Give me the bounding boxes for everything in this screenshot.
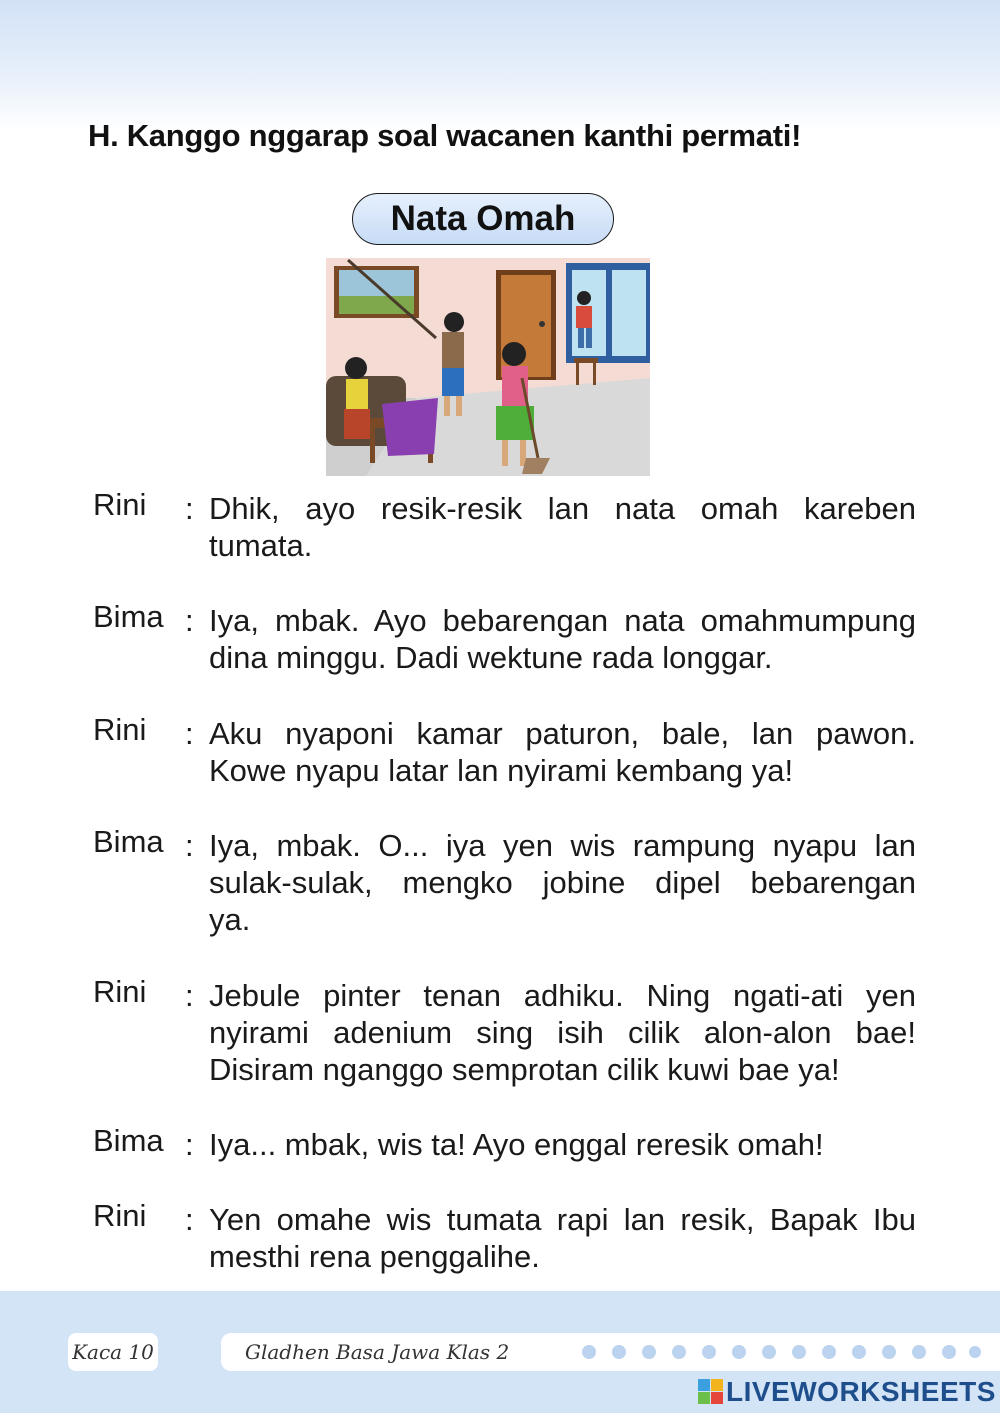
dialogue-line: Iya... mbak, wis ta! Ayo enggal reresik omah! xyxy=(209,1127,824,1162)
liveworksheets-logo xyxy=(698,1374,996,1410)
book-title: Gladhen Basa Jawa Klas 2 xyxy=(245,1340,510,1364)
dialogue-line: Iya, mbak. O... iya yen wis rampung nyapu lan xyxy=(209,828,916,863)
dialogue-line: Iya, mbak. Ayo bebarengan nata omahmumpung xyxy=(209,603,916,638)
speaker-name: Rini xyxy=(93,487,147,522)
speaker-colon: : xyxy=(185,603,194,638)
dialogue-line: ya. xyxy=(209,902,251,937)
speaker-colon: : xyxy=(185,1127,194,1162)
cleaning-house-illustration xyxy=(326,258,650,476)
story-title-text: Nata Omah xyxy=(390,199,576,238)
dialogue-line: Jebule pinter tenan adhiku. Ning ngati-ati yen xyxy=(209,978,916,1013)
dialogue-line: tumata. xyxy=(209,528,313,563)
speaker-colon: : xyxy=(185,491,194,526)
liveworksheets-logo-icon xyxy=(698,1379,724,1405)
dialogue-line: mesthi rena penggalihe. xyxy=(209,1239,540,1274)
top-header-band xyxy=(0,0,1000,130)
instruction-heading: H. Kanggo nggarap soal wacanen kanthi permati! xyxy=(88,118,802,153)
story-title xyxy=(352,193,614,245)
page-number-box xyxy=(68,1333,158,1371)
dialogue-line: nyirami adenium sing isih cilik alon-alon bae! xyxy=(209,1015,916,1050)
speaker-name: Rini xyxy=(93,712,147,747)
speaker-name: Rini xyxy=(93,1198,147,1233)
speaker-name: Bima xyxy=(93,1123,164,1158)
liveworksheets-logo-text: LIVEWORKSHEETS xyxy=(726,1376,996,1407)
dialogue-line: Kowe nyapu latar lan nyirami kembang ya! xyxy=(209,753,794,788)
dialogue-line: Yen omahe wis tumata rapi lan resik, Bapak Ibu xyxy=(209,1202,916,1237)
speaker-colon: : xyxy=(185,1202,194,1237)
speaker-name: Rini xyxy=(93,974,147,1009)
speaker-colon: : xyxy=(185,828,194,863)
page-number: Kaca 10 xyxy=(72,1340,154,1364)
dialogue-line: sulak-sulak, mengko jobine dipel bebarengan xyxy=(209,865,916,900)
dialogue-line: Dhik, ayo resik-resik lan nata omah kareben xyxy=(209,491,916,526)
dialogue-line: dina minggu. Dadi wektune rada longgar. xyxy=(209,640,773,675)
dialogue-line: Aku nyaponi kamar paturon, bale, lan pawon. xyxy=(209,716,916,751)
dialogue-line: Disiram nganggo semprotan cilik kuwi bae ya! xyxy=(209,1052,840,1087)
speaker-colon: : xyxy=(185,978,194,1013)
decorative-dots xyxy=(581,1344,981,1360)
speaker-name: Bima xyxy=(93,824,164,859)
speaker-name: Bima xyxy=(93,599,164,634)
book-title-box xyxy=(221,1333,1000,1371)
speaker-colon: : xyxy=(185,716,194,751)
